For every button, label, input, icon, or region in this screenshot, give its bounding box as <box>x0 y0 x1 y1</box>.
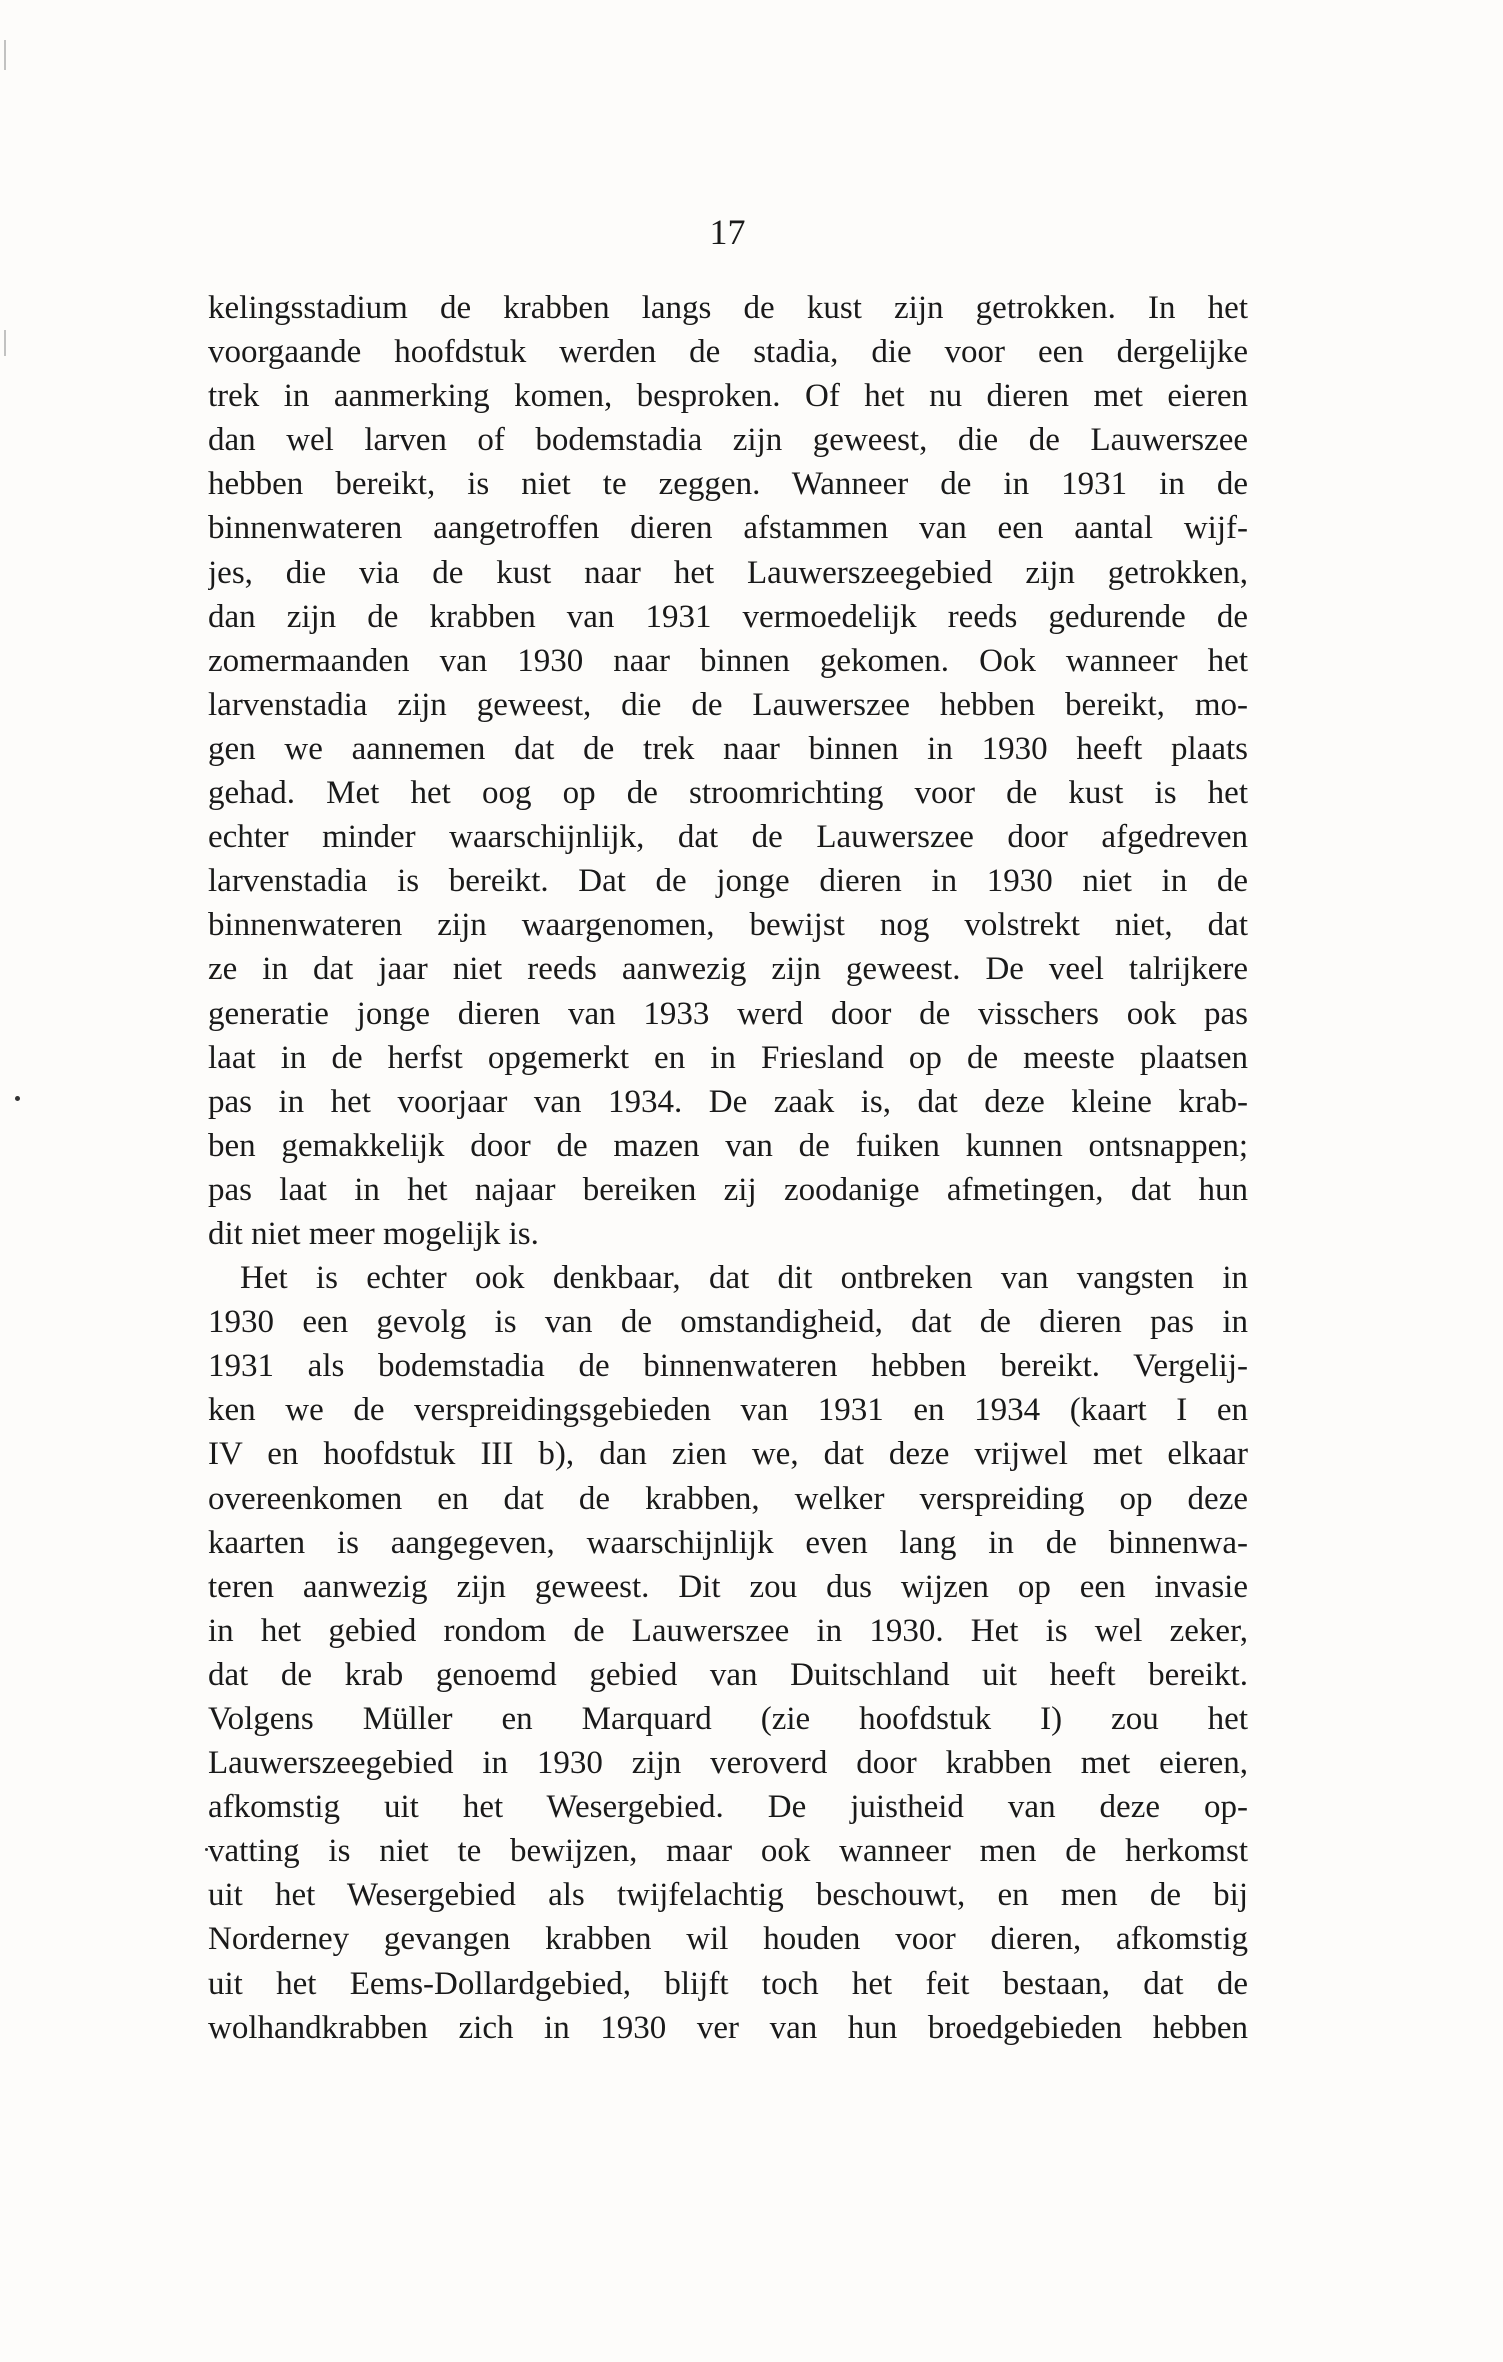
text-line: binnenwateren zijn waargenomen, bewijst nog volstrekt niet, dat <box>208 907 1248 944</box>
text-line: 1931 als bodemstadia de binnenwateren hebben bereikt. Vergelij- <box>208 1348 1248 1385</box>
text-line: Norderney gevangen krabben wil houden voor dieren, afkomstig <box>208 1921 1248 1958</box>
text-line: Volgens Müller en Marquard (zie hoofdstuk I) zou het <box>208 1701 1248 1737</box>
text-line: teren aanwezig zijn geweest. Dit zou dus wijzen op een invasie <box>208 1568 1248 1605</box>
text-line: voorgaande hoofdstuk werden de stadia, die voor een dergelijke <box>208 334 1248 371</box>
text-line: ben gemakkelijk door de mazen van de fuiken kunnen ontsnappen; <box>208 1127 1248 1164</box>
page-number: 17 <box>709 212 746 252</box>
text-line: hebben bereikt, is niet te zeggen. Wanneer de in 1931 in de <box>208 466 1248 503</box>
text-line: pas laat in het najaar bereiken zij zoodanige afmetingen, dat hun <box>208 1171 1248 1208</box>
text-line: larvenstadia is bereikt. Dat de jonge dieren in 1930 niet in de <box>208 863 1248 900</box>
text-line: jes, die via de kust naar het Lauwerszeegebied zijn getrokken, <box>208 554 1248 591</box>
text-line: generatie jonge dieren van 1933 werd door de visschers ook pas <box>208 995 1248 1032</box>
text-line: uit het Wesergebied als twijfelachtig beschouwt, en men de bij <box>208 1877 1248 1914</box>
text-line: 1930 een gevolg is van de omstandigheid, dat de dieren pas in <box>208 1304 1248 1341</box>
text-line: trek in aanmerking komen, besproken. Of het nu dieren met eieren <box>208 378 1248 415</box>
text-line: IV en hoofdstuk III b), dan zien we, dat deze vrijwel met elkaar <box>208 1436 1248 1473</box>
text-line: kaarten is aangegeven, waarschijnlijk even lang in de binnenwa- <box>208 1524 1248 1561</box>
text-line: echter minder waarschijnlijk, dat de Lauwerszee door afgedreven <box>208 819 1248 856</box>
body-text <box>208 286 1248 2050</box>
text-line: kelingsstadium de krabben langs de kust zijn getrokken. In het <box>208 290 1248 326</box>
margin-speck <box>15 1096 20 1101</box>
scan-edge-mark <box>4 40 6 70</box>
text-line: zomermaanden van 1930 naar binnen gekomen. Ook wanneer het <box>208 642 1248 679</box>
text-line: in het gebied rondom de Lauwerszee in 1930. Het is wel zeker, <box>208 1612 1248 1649</box>
text-line: dan zijn de krabben van 1931 vermoedelijk reeds gedurende de <box>208 598 1248 635</box>
text-line: Lauwerszeegebied in 1930 zijn veroverd door krabben met eieren, <box>208 1745 1248 1782</box>
text-line: larvenstadia zijn geweest, die de Lauwerszee hebben bereikt, mo- <box>208 686 1248 723</box>
text-line: laat in de herfst opgemerkt en in Friesland op de meeste plaatsen <box>208 1039 1248 1076</box>
text-line: gehad. Met het oog op de stroomrichting voor de kust is het <box>208 775 1248 812</box>
text-line: dat de krab genoemd gebied van Duitschland uit heeft bereikt. <box>208 1656 1248 1693</box>
text-line: overeenkomen en dat de krabben, welker verspreiding op deze <box>208 1480 1248 1517</box>
scan-edge-mark <box>4 330 6 356</box>
text-line: ken we de verspreidingsgebieden van 1931 en 1934 (kaart I en <box>208 1392 1248 1429</box>
text-line: pas in het voorjaar van 1934. De zaak is, dat deze kleine krab- <box>208 1083 1248 1120</box>
text-line: Het is echter ook denkbaar, dat dit ontbreken van vangsten in <box>240 1260 1248 1297</box>
text-line: uit het Eems-Dollardgebied, blijft toch het feit bestaan, dat de <box>208 1965 1248 2002</box>
text-line: vatting is niet te bewijzen, maar ook wanneer men de herkomst <box>208 1833 1248 1870</box>
text-line: ze in dat jaar niet reeds aanwezig zijn geweest. De veel talrijkere <box>208 951 1248 988</box>
text-line: binnenwateren aangetroffen dieren afstammen van een aantal wijf- <box>208 510 1248 547</box>
text-line: afkomstig uit het Wesergebied. De juistheid van deze op- <box>208 1789 1248 1826</box>
text-line: gen we aannemen dat de trek naar binnen in 1930 heeft plaats <box>208 730 1248 767</box>
text-line: dan wel larven of bodemstadia zijn geweest, die de Lauwerszee <box>208 422 1248 459</box>
text-line: wolhandkrabben zich in 1930 ver van hun broedgebieden hebben <box>208 2009 1248 2046</box>
text-line: dit niet meer mogelijk is. <box>208 1215 539 1252</box>
